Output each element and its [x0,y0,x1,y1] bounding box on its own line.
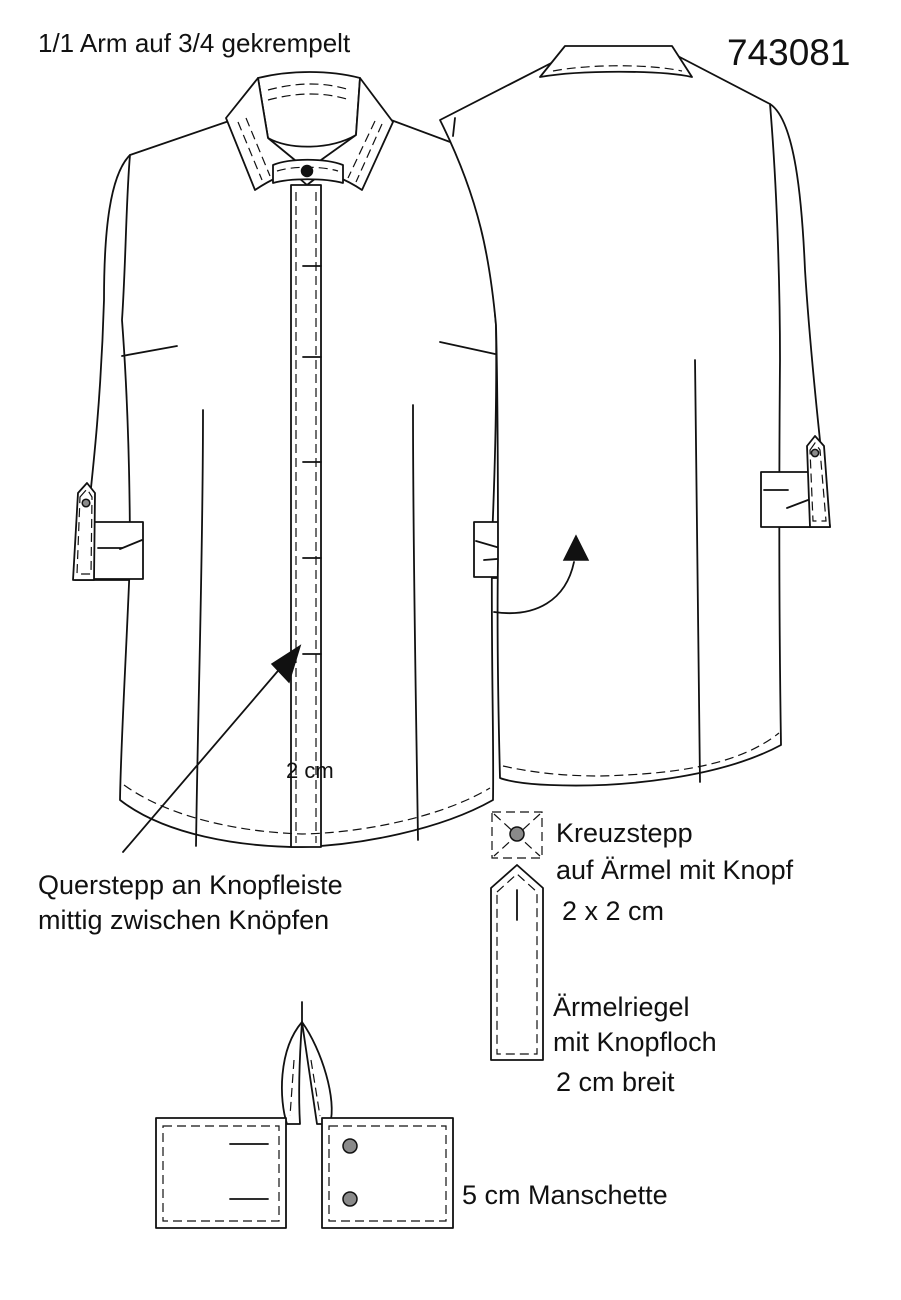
riegel-line-3: 2 cm breit [556,1067,675,1097]
riegel-line-2: mit Knopfloch [553,1027,717,1057]
shirt-back [440,46,830,786]
model-number: 743081 [727,32,851,73]
detail-kreuzstepp [492,812,542,858]
collar-button [302,166,313,177]
manschette-label: 5 cm Manschette [462,1180,668,1210]
detail-manschette [156,1002,453,1228]
riegel-note [553,990,717,1060]
cuff-button-top [343,1139,357,1153]
drawing-title: 1/1 Arm auf 3/4 gekrempelt [38,28,351,58]
riegel-line-1: Ärmelriegel [553,992,690,1022]
kreuzstepp-line-2: auf Ärmel mit Knopf [556,855,794,885]
kreuzstepp-line-3: 2 x 2 cm [562,896,665,926]
cuff-button-bottom [343,1192,357,1206]
quersteppe-line-2: mittig zwischen Knöpfen [38,905,330,935]
quersteppe-note [38,868,343,938]
placket-width-label: 2 cm [286,758,334,783]
detail-aermelriegel [491,865,543,1060]
quersteppe-line-1: Querstepp an Knopfleiste [38,870,343,900]
kreuzstepp-line-1: Kreuzstepp [556,818,693,848]
kreuzstepp-button [510,827,524,841]
